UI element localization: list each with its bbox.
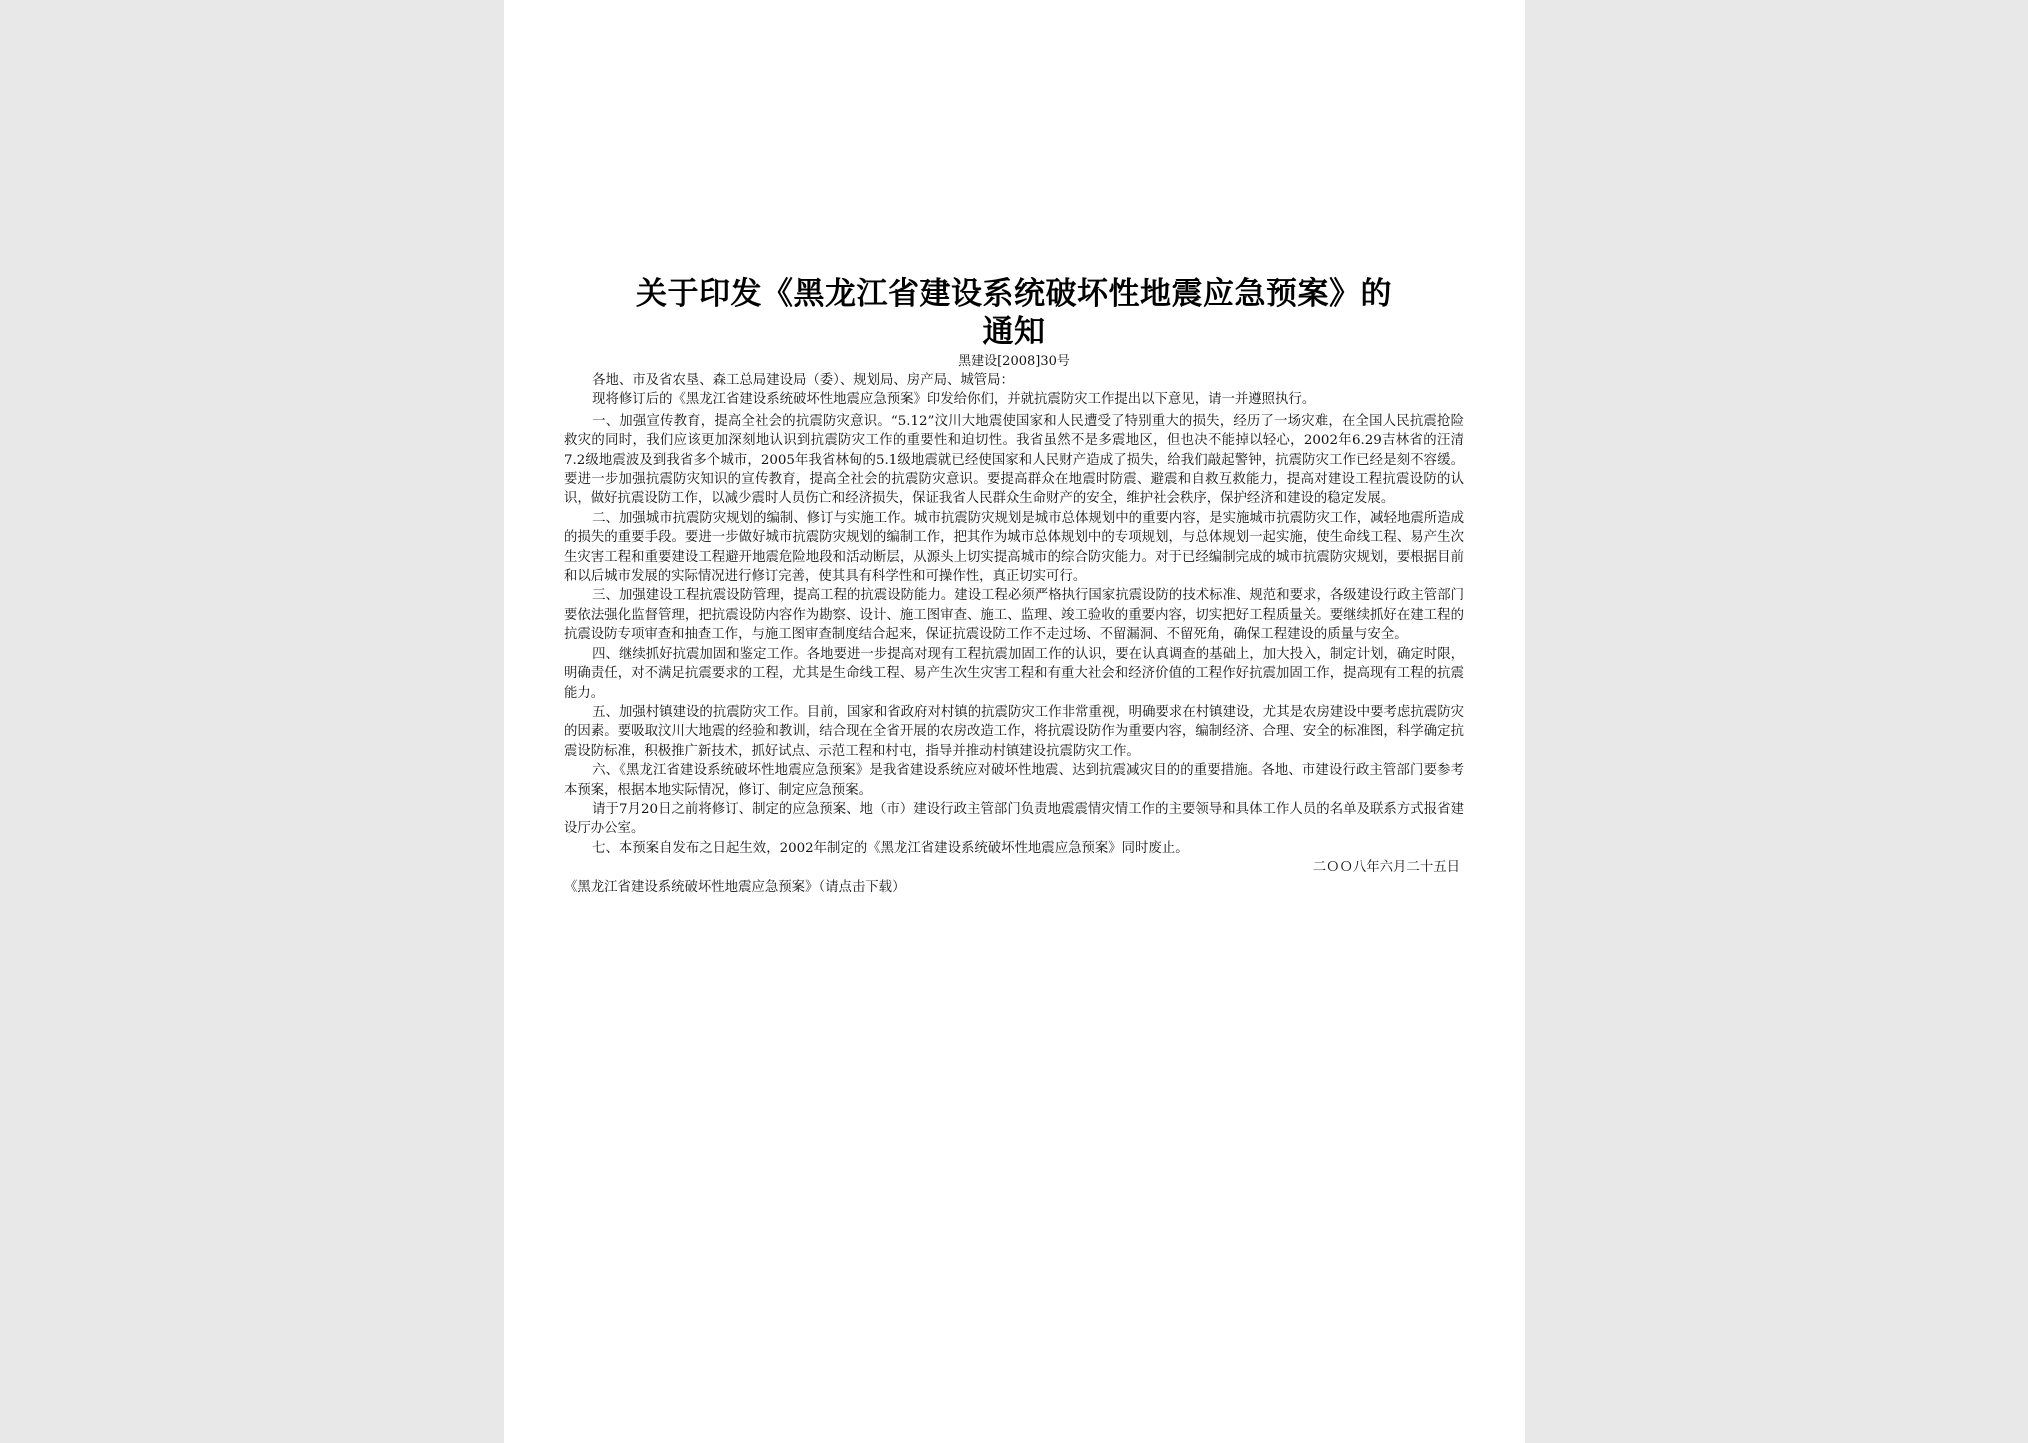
paragraph-intro: 现将修订后的《黑龙江省建设系统破坏性地震应急预案》印发给你们，并就抗震防灾工作提出以下意见，请一并遵照执行。	[592, 392, 1316, 408]
paragraph-section-7: 七、本预案自发布之日起生效，2002年制定的《黑龙江省建设系统破坏性地震应急预案》同时废止。	[592, 840, 1189, 856]
paragraph-section-6: 六、《黑龙江省建设系统破坏性地震应急预案》是我省建设系统应对破坏性地震、达到抗震减灾目的的重要措施。各地、市建设行政主管部门要参考本预案，根据本地实际情况，修订、制定应急预案。	[564, 763, 1464, 798]
paragraph-section-3: 三、加强建设工程抗震设防管理，提高工程的抗震设防能力。建设工程必须严格执行国家抗震设防的技术标准、规范和要求，各级建设行政主管部门要依法强化监督管理，把抗震设防内容作为勘察、设计、施工图审查、施工、监理、竣工验收的重要内容，切实把好工程质量关。要继续抓好在建工程的抗震设防专项审查和抽查工作，与施工图审查制度结合起来，保证抗震设防工作不走过场、不留漏洞、不留死角，确保工程建设的质量与安全。	[564, 588, 1464, 643]
document-page	[504, 0, 1525, 1443]
document-date: 二ＯＯ八年六月二十五日	[1312, 860, 1460, 876]
title-line-2: 通知	[982, 314, 1046, 350]
paragraph-section-2: 二、加强城市抗震防灾规划的编制、修订与实施工作。城市抗震防灾规划是城市总体规划中的重要内容，是实施城市抗震防灾工作，减轻地震所造成的损失的重要手段。要进一步做好城市抗震防灾规划的编制工作，把其作为城市总体规划中的专项规划，与总体规划一起实施，使生命线工程、易产生次生灾害工程和重要建设工程避开地震危险地段和活动断层，从源头上切实提高城市的综合防灾能力。对于已经编制完成的城市抗震防灾规划，要根据目前和以后城市发展的实际情况进行修订完善，使其具有科学性和可操作性，真正切实可行。	[564, 510, 1464, 585]
paragraph-section-4: 四、继续抓好抗震加固和鉴定工作。各地要进一步提高对现有工程抗震加固工作的认识，要在认真调查的基础上，加大投入，制定计划，确定时限，明确责任，对不满足抗震要求的工程，尤其是生命线工程、易产生次生灾害工程和有重大社会和经济价值的工程作好抗震加固工作，提高现有工程的抗震能力。	[564, 646, 1464, 701]
paragraph-deadline: 请于7月20日之前将修订、制定的应急预案、地（市）建设行政主管部门负责地震震情灾情工作的主要领导和具体工作人员的名单及联系方式报省建设厅办公室。	[564, 801, 1464, 837]
title-line-1: 关于印发《黑龙江省建设系统破坏性地震应急预案》的	[636, 276, 1392, 312]
salutation: 各地、市及省农垦、森工总局建设局（委）、规划局、房产局、城管局：	[592, 373, 1014, 388]
document-title	[564, 275, 1464, 351]
paragraph-section-5: 五、加强村镇建设的抗震防灾工作。目前，国家和省政府对村镇的抗震防灾工作非常重视，明确要求在村镇建设，尤其是农房建设中要考虑抗震防灾的因素。要吸取汶川大地震的经验和教训，结合现在全省开展的农房改造工作，将抗震设防作为重要内容，编制经济、合理、安全的标准图，科学确定抗震设防标准，积极推广新技术，抓好试点、示范工程和村屯，指导并推动村镇建设抗震防灾工作。	[564, 704, 1464, 759]
attachment-download-link[interactable]: 《黑龙江省建设系统破坏性地震应急预案》（请点击下载）	[564, 879, 906, 895]
paragraph-section-1: 一、加强宣传教育，提高全社会的抗震防灾意识。“5.12”汶川大地震使国家和人民遭受了特别重大的损失，经历了一场灾难，在全国人民抗震抢险救灾的同时，我们应该更加深刻地认识到抗震防灾工作的重要性和迫切性。我省虽然不是多震地区，但也决不能掉以轻心，2002年6.29吉林省的汪清7.2级地震波及到我省多个城市，2005年我省林甸的5.1级地震就已经使国家和人民财产造成了损失，给我们敲起警钟，抗震防灾工作已经是刻不容缓。要进一步加强抗震防灾知识的宣传教育，提高全社会的抗震防灾意识。要提高群众在地震时防震、避震和自救互救能力，提高对建设工程抗震设防的认识，做好抗震设防工作，以减少震时人员伤亡和经济损失，保证我省人民群众生命财产的安全，维护社会秩序，保护经济和建设的稳定发展。	[564, 413, 1464, 507]
document-number: 黑建设[2008]30号	[958, 354, 1070, 369]
document-body	[564, 275, 1464, 897]
